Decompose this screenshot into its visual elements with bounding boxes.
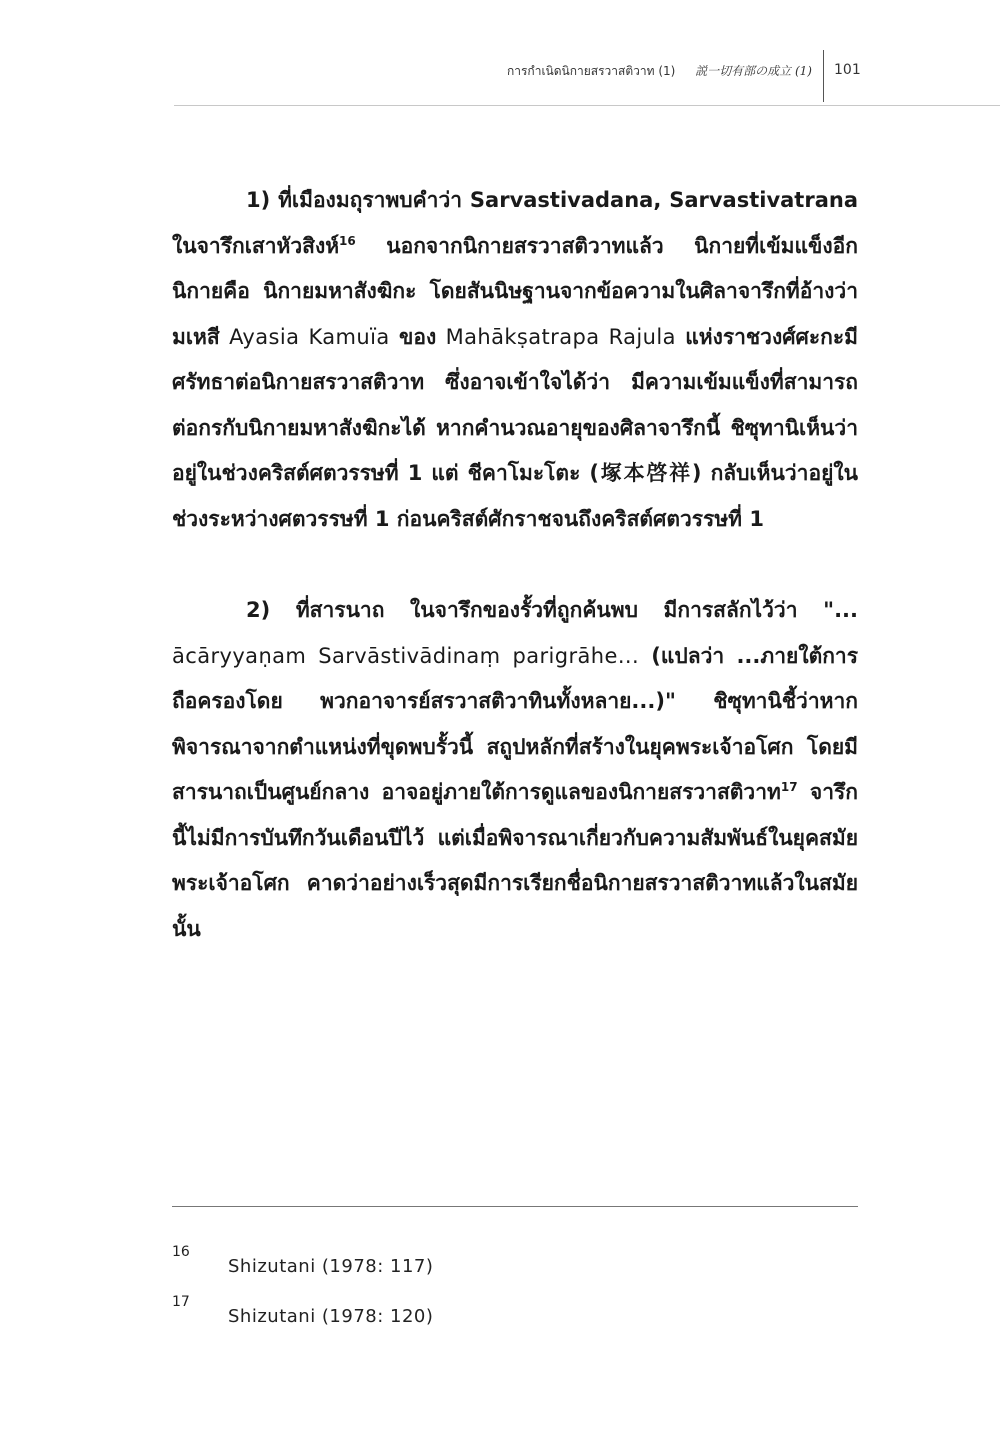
paragraph-2-latin-quote: ācāryyaṇam Sarvāstivādinaṃ parigrāhe... — [172, 643, 640, 668]
paragraph-2 — [172, 588, 858, 952]
footnote-text: Shizutani (1978: 117) — [228, 1256, 434, 1277]
paragraph-1-text-d: แห่งราชวงศ์ศะกะมีศรัทธาต่อนิกายสรวาสติวาท ซึ่งอาจเข้าใจได้ว่า มีความเข้มแข็งที่สามารถต่อกรกับนิกายมหาสังฆิกะได้ หากคำนวณอายุของศิลาจารึกนี้ ชิซุทานิเห็นว่าอยู่ในช่วงคริสต์ศตวรรษที่ 1 แต่ ชีคาโมะโตะ (塚本啓祥) กลับเห็นว่าอยู่ในช่วงระหว่างศตวรรษที่ 1 ก่อนคริสต์ศักราชจนถึงคริสต์ศตวรรษที่ 1 — [172, 324, 859, 531]
running-title-japanese: 説一切有部の成立 (1) — [695, 64, 812, 78]
page-number: 101 — [834, 62, 861, 78]
paragraph-1-text-b: นอกจากนิกายสรวาสติวาทแล้ว นิกายที่เข้มแข็งอีกนิกายคือ นิกายมหาสังฆิกะ โดยสันนิษฐานจากข้อความในศิลาจารึกที่อ้างว่า มเหสี — [172, 233, 858, 349]
running-title-thai: การกำเนิดนิกายสรวาสติวาท (1) — [506, 64, 676, 78]
header-divider — [174, 105, 1000, 106]
body-text — [172, 178, 858, 952]
footnote-number: 17 — [172, 1294, 190, 1310]
footnote-text: Shizutani (1978: 120) — [228, 1306, 434, 1327]
footnote-divider — [172, 1206, 858, 1207]
paragraph-2-text-b: (แปลว่า ...ภายใต้การถือครองโดย พวกอาจารย์สรวาสติวาทินทั้งหลาย...)" ชิซุทานิชี้ว่าหากพิจารณาจากตำแหน่งที่ขุดพบรั้วนี้ สถูปหลักที่สร้างในยุคพระเจ้าอโศก โดยมีสารนาถเป็นศูนย์กลาง อาจอยู่ภายใต้การดูแลของนิกายสรวาสติวาท — [172, 643, 858, 804]
paragraph-2-text-c: จารึกนี้ไม่มีการบันทึกวันเดือนปีไว้ แต่เมื่อพิจารณาเกี่ยวกับความสัมพันธ์ในยุคสมัยพระเจ้าอโศก คาดว่าอย่างเร็วสุดมีการเรียกชื่อนิกายสรวาสติวาทแล้วในสมัยนั้น — [172, 780, 859, 941]
paragraph-1-text-a: 1) ที่เมืองมถุราพบคำว่า Sarvastivadana, Sarvastivatrana ในจารึกเสาหัวสิงห์ — [172, 188, 858, 258]
header-vertical-divider — [823, 50, 824, 102]
paragraph-1-latin-title: Mahākṣatrapa Rajula — [445, 324, 676, 349]
paragraph-1-latin-name: Ayasia Kamuïa — [229, 324, 390, 349]
running-header — [507, 62, 812, 81]
paragraph-2-text-a: 2) ที่สารนาถ ในจารึกของรั้วที่ถูกค้นพบ มีการสลักไว้ว่า "... — [246, 598, 858, 622]
paragraph-1 — [172, 178, 858, 542]
footnote-ref-17: 17 — [780, 780, 798, 794]
footnote-number: 16 — [172, 1244, 190, 1260]
paragraph-1-text-c: ของ — [389, 324, 446, 349]
footnote-ref-16: 16 — [339, 233, 356, 248]
